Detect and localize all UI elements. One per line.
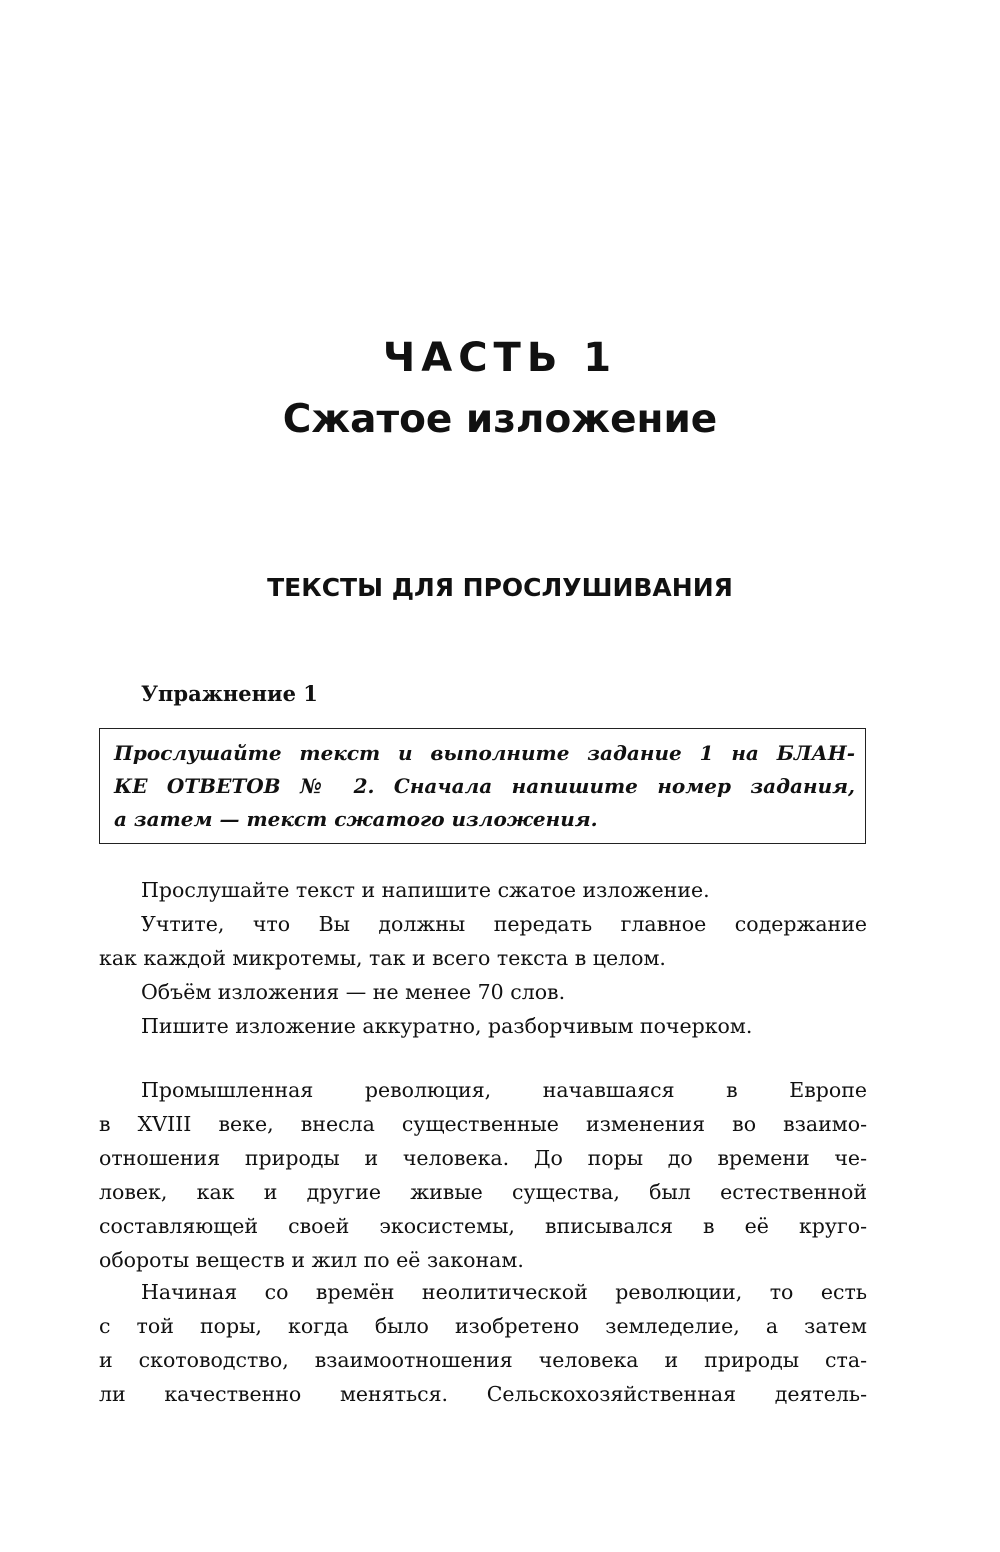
exercise-title: Упражнение 1 bbox=[141, 681, 318, 706]
part-title: ЧАСТЬ 1 bbox=[382, 335, 618, 381]
instruction-line: как каждой микротемы, так и всего текста в целом. bbox=[99, 946, 666, 970]
passage-line: в XVIII веке, внесла существенные изменения во взаимо- bbox=[99, 1112, 867, 1136]
part-subtitle: Сжатое изложение bbox=[282, 397, 718, 442]
task-box bbox=[99, 728, 866, 844]
instruction-line: Объём изложения — не менее 70 слов. bbox=[141, 980, 566, 1004]
task-line: Прослушайте текст и выполните задание 1 на БЛАН- bbox=[114, 741, 855, 765]
instruction-line: Прослушайте текст и напишите сжатое изложение. bbox=[141, 878, 710, 902]
instruction-line: Учтите, что Вы должны передать главное содержание bbox=[141, 912, 867, 936]
passage-paragraph-2 bbox=[99, 1275, 867, 1411]
passage-line: Начиная со времён неолитической революции, то есть bbox=[141, 1280, 867, 1304]
task-line: а затем — текст сжатого изложения. bbox=[114, 807, 598, 831]
passage-line: ли качественно меняться. Сельскохозяйственная деятель- bbox=[99, 1382, 867, 1406]
passage-line: с той поры, когда было изобретено земледелие, а затем bbox=[99, 1314, 867, 1338]
passage-line: Промышленная революция, начавшаяся в Европе bbox=[141, 1078, 867, 1102]
passage-line: и скотоводство, взаимоотношения человека и природы ста- bbox=[99, 1348, 867, 1372]
section-title: ТЕКСТЫ ДЛЯ ПРОСЛУШИВАНИЯ bbox=[267, 573, 733, 602]
passage-line: обороты веществ и жил по её законам. bbox=[99, 1248, 524, 1272]
passage-paragraph-1 bbox=[99, 1073, 867, 1277]
task-line: КЕ ОТВЕТОВ № 2. Сначала напишите номер задания, bbox=[114, 774, 855, 798]
passage-line: составляющей своей экосистемы, вписывался в её круго- bbox=[99, 1214, 867, 1238]
instructions-block bbox=[99, 873, 867, 1043]
instruction-line: Пишите изложение аккуратно, разборчивым почерком. bbox=[141, 1014, 753, 1038]
passage-line: отношения природы и человека. До поры до времени че- bbox=[99, 1146, 867, 1170]
passage-line: ловек, как и другие живые существа, был естественной bbox=[99, 1180, 867, 1204]
